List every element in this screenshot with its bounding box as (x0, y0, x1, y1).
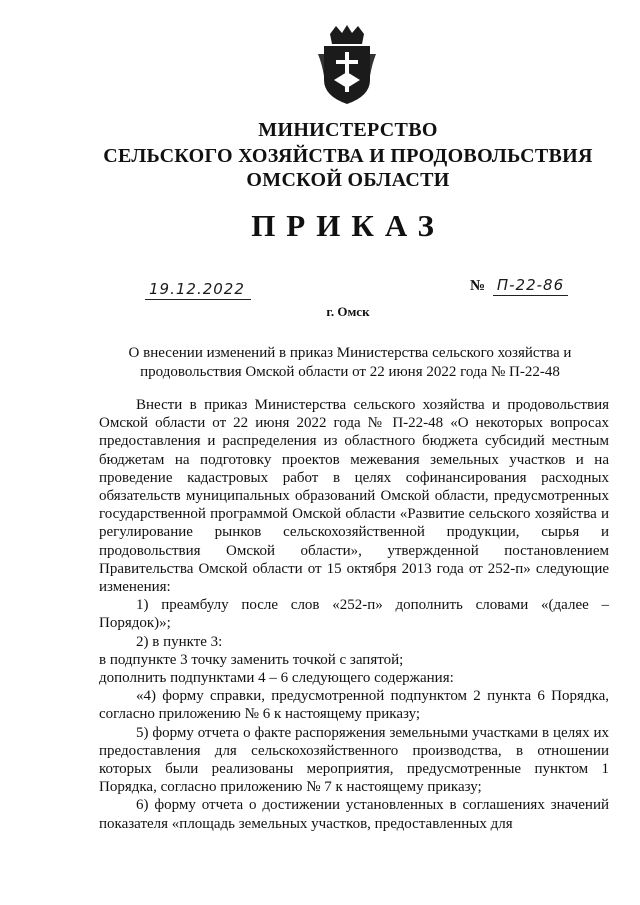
order-number-label: № (470, 278, 486, 294)
order-body (99, 396, 609, 833)
paragraph-subitem-6: 6) форму отчета о достижении установленных в соглашениях значений показателя «площадь земельных участков, предоставленных для (99, 797, 609, 832)
paragraph-item-2: 2) в пункте 3: (136, 633, 223, 650)
order-number: П-22-86 (493, 276, 568, 296)
order-date: 19.12.2022 (145, 280, 251, 300)
ministry-name-line-2: СЕЛЬСКОГО ХОЗЯЙСТВА И ПРОДОВОЛЬСТВИЯ (103, 145, 593, 167)
document-type-title: ПРИКАЗ (251, 208, 445, 243)
city: г. Омск (326, 304, 370, 319)
order-number-block (470, 276, 568, 296)
paragraph-main: Внести в приказ Министерства сельского хозяйства и продовольствия Омской области от 22 июня 2022 года № П-22-48 «О некоторых вопросах предоставления и распределения из областного бюджета субсидий местным бюджетам на подготовку проектов межевания земельных участков и на проведение кадастровых работ в целях софинансирования расходных обязательств муниципальных образований Омской области, предусмотренных государственной программой Омской области «Развитие сельского хозяйства и регулирование рынков сельскохозяйственной продукции, сырья и продовольствия Омской области», утвержденной постановлением Правительства Омской области от 15 октября 2013 года от 252-п» следующие изменения: (99, 397, 609, 596)
coat-of-arms-emblem (316, 24, 378, 106)
paragraph-item-1: 1) преамбулу после слов «252-п» дополнить словами «(далее – Порядок)»; (99, 597, 609, 632)
paragraph-subitem-5: 5) форму отчета о факте распоряжения земельными участками в целях их предоставления для сельскохозяйственного производства, в отношении которых были реализованы мероприятия, предусмотренные пунктом 1 Порядка, согласно приложению № 7 к настоящему приказу; (99, 724, 609, 796)
paragraph-subitem-3: в подпункте 3 точку заменить точкой с запятой; (99, 651, 404, 668)
ministry-name-line-1: МИНИСТЕРСТВО (258, 119, 438, 141)
paragraph-add-subitems: дополнить подпунктами 4 – 6 следующего содержания: (99, 670, 454, 687)
paragraph-subitem-4: «4) форму справки, предусмотренной подпунктом 2 пункта 6 Порядка, согласно приложению № 6 к настоящему приказу; (99, 688, 609, 723)
order-subject: О внесении изменений в приказ Министерства сельского хозяйства и продовольствия Омской области от 22 июня 2022 года № П-22-48 (128, 345, 572, 380)
ministry-name-line-3: ОМСКОЙ ОБЛАСТИ (246, 169, 450, 191)
